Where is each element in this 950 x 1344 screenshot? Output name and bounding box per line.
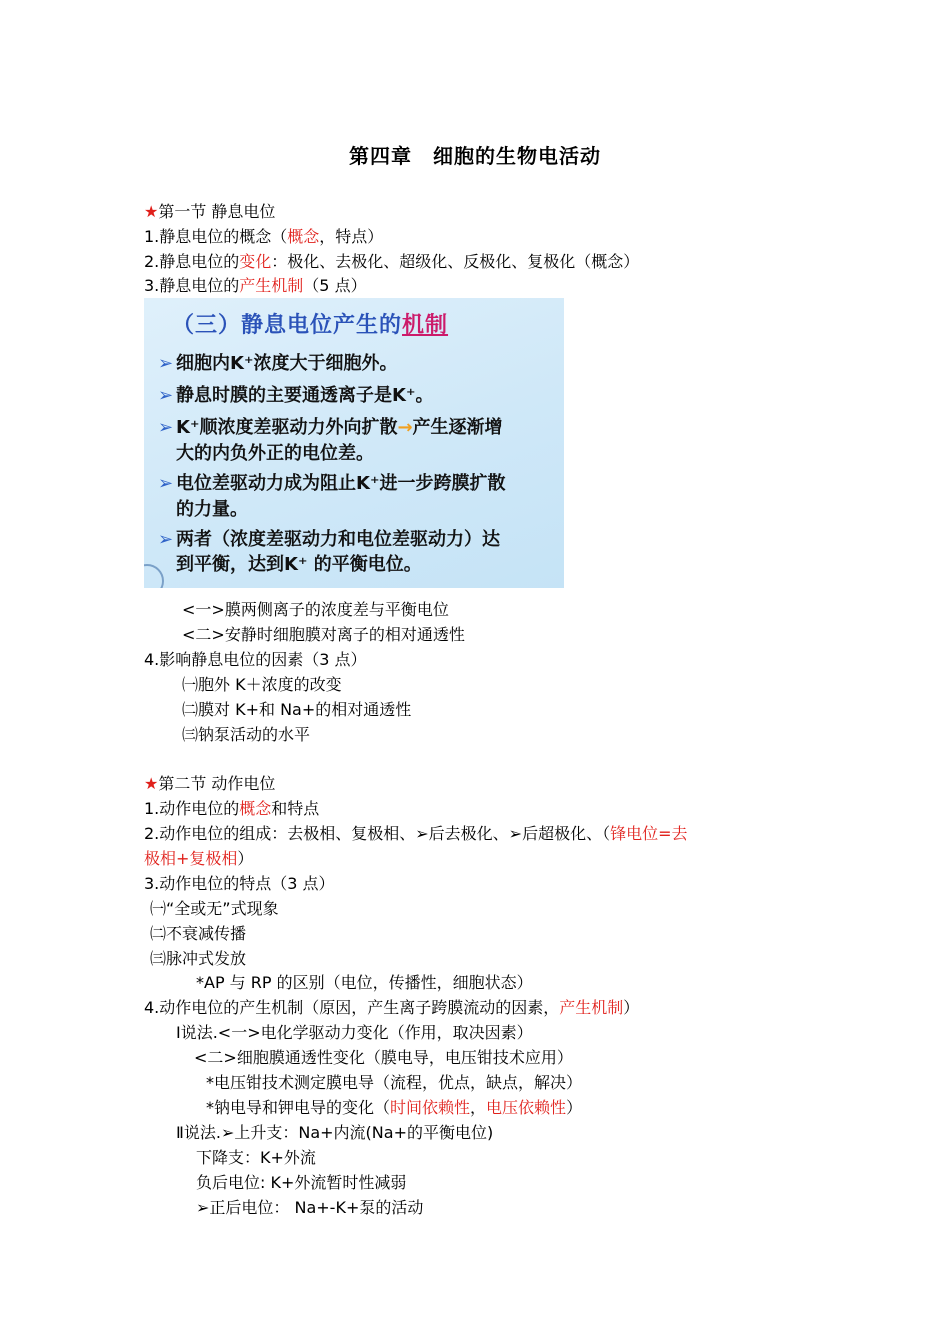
s2-item4: 4.动作电位的产生机制（原因，产生离子跨膜流动的因素，产生机制）	[144, 998, 640, 1017]
right-arrow-icon: →	[397, 417, 413, 438]
s2-item1: 1.动作电位的概念和特点	[144, 799, 320, 818]
s2-char1: ㈠“全或无”式现象	[150, 899, 279, 918]
s2-char2: ㈡不衰减传播	[150, 924, 247, 943]
page-title: 第四章 细胞的生物电活动	[349, 144, 601, 168]
s2-item2: 2.动作电位的组成：去极相、复极相、➢后去极化、➢后超极化、（锋电位=去	[144, 824, 688, 843]
slide-bullet-5-cont: 到平衡，达到K⁺ 的平衡电位。	[176, 554, 422, 575]
arrow-icon: ➢	[158, 385, 174, 406]
s2-mech2: <二>细胞膜通透性变化（膜电导，电压钳技术应用）	[194, 1048, 573, 1067]
slide-bullet-2: ➢ 静息时膜的主要通透离子是K⁺。	[158, 385, 434, 406]
arrow-icon: ➢	[158, 417, 174, 438]
s1-sub2: <二>安静时细胞膜对离子的相对通透性	[182, 625, 465, 644]
arrow-icon: ➢	[158, 353, 174, 374]
s1-factor1: ㈠胞外 K＋浓度的改变	[182, 675, 342, 694]
arrow-icon: ➢	[158, 529, 174, 550]
s1-factor2: ㈡膜对 K+和 Na+的相对通透性	[182, 700, 412, 719]
s2-mech1: Ⅰ说法.<一>电化学驱动力变化（作用，取决因素）	[176, 1023, 533, 1042]
s2-item2-cont: 极相+复极相）	[144, 849, 254, 868]
s2-mech4: *钠电导和钾电导的变化（时间依赖性，电压依赖性）	[206, 1098, 583, 1117]
s1-factor3: ㈢钠泵活动的水平	[182, 725, 311, 744]
slide-bullet-4: ➢ 电位差驱动力成为阻止K⁺进一步跨膜扩散	[158, 473, 506, 494]
slide-title: （三）静息电位产生的机制	[172, 313, 449, 338]
s1-sub1: <一>膜两侧离子的浓度差与平衡电位	[182, 600, 449, 619]
s2-item3: 3.动作电位的特点（3 点）	[144, 874, 335, 893]
s2-mech6: 下降支：K+外流	[196, 1148, 316, 1167]
slide-bullet-4-cont: 的力量。	[176, 499, 248, 520]
s1-item1: 1.静息电位的概念（概念，特点）	[144, 227, 384, 246]
s1-item4: 4.影响静息电位的因素（3 点）	[144, 650, 367, 669]
s2-char3: ㈢脉冲式发放	[150, 949, 247, 968]
slide-bullet-5: ➢ 两者（浓度差驱动力和电位差驱动力）达	[158, 529, 500, 550]
slide-bullet-3: ➢ K⁺顺浓度差驱动力外向扩散→产生逐渐增	[158, 417, 503, 438]
slide-bullet-1: ➢ 细胞内K⁺浓度大于细胞外。	[158, 353, 398, 374]
mechanism-slide	[144, 298, 564, 588]
s2-mech8: ➢正后电位： Na+-K+泵的活动	[196, 1198, 424, 1217]
section2-heading: ★第二节 动作电位	[144, 774, 276, 793]
s2-mech5: Ⅱ说法.➢上升支：Na+内流(Na+的平衡电位)	[176, 1123, 494, 1142]
s2-mech7: 负后电位: K+外流暂时性减弱	[196, 1173, 407, 1192]
s1-item3: 3.静息电位的产生机制（5 点）	[144, 276, 367, 295]
arrow-icon: ➢	[158, 473, 174, 494]
star-icon: ★	[144, 202, 159, 221]
s2-mech3: *电压钳技术测定膜电导（流程，优点，缺点，解决）	[206, 1073, 583, 1092]
star-icon: ★	[144, 774, 159, 793]
decorative-circle	[144, 564, 164, 588]
section1-heading: ★第一节 静息电位	[144, 202, 276, 221]
slide-bullet-3-cont: 大的内负外正的电位差。	[176, 443, 374, 464]
s1-item2: 2.静息电位的变化：极化、去极化、超级化、反极化、复极化（概念）	[144, 252, 640, 271]
s2-char-note: *AP 与 RP 的区别（电位，传播性，细胞状态）	[196, 973, 533, 992]
